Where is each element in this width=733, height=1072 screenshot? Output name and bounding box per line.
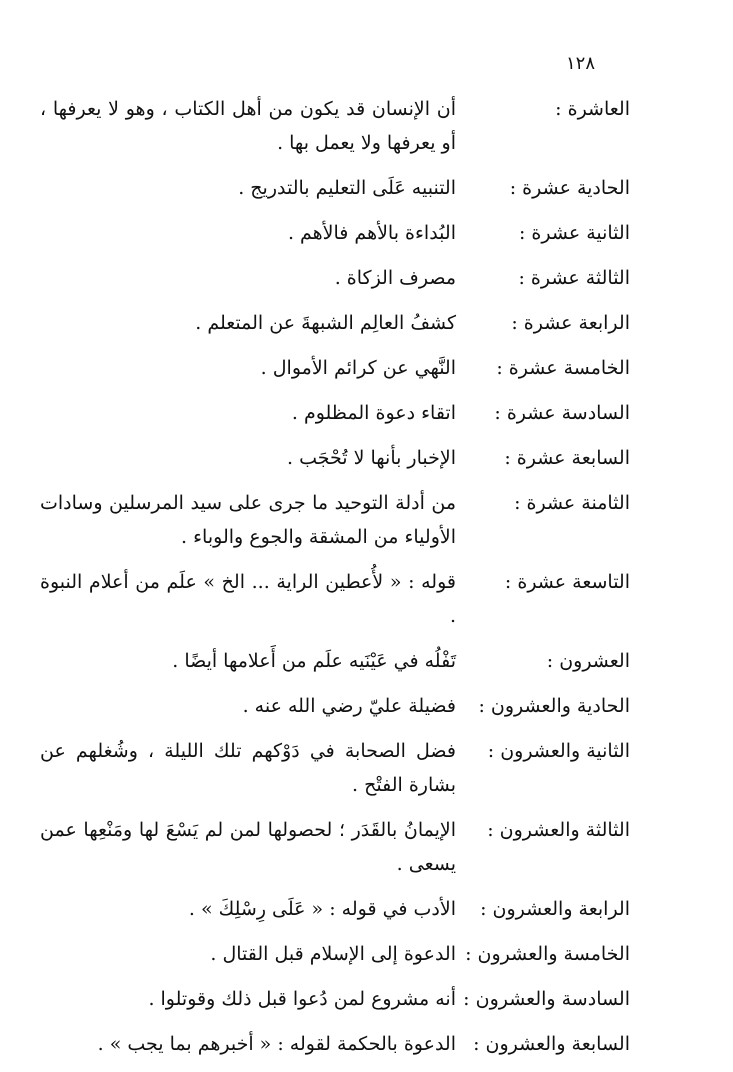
entry-text: اتقاء دعوة المظلوم . (291, 402, 456, 424)
list-item (40, 644, 630, 678)
entry-text: فضل الصحابة في دَوْكهم تلك الليلة ، وشُغلهم عن بشارة الفتْح . (40, 740, 456, 796)
page-number: ١٢٨ (565, 53, 595, 74)
list-item (40, 486, 630, 554)
list-item (40, 171, 630, 205)
list-item (40, 813, 630, 881)
entry-label: السادسة والعشرون : (463, 988, 630, 1010)
list-item (40, 1027, 630, 1061)
entry-label: الثالثة والعشرون : (487, 819, 630, 841)
list-item (40, 441, 630, 475)
entry-text: النَّهي عن كرائم الأموال . (260, 357, 456, 379)
entry-text: من أدلة التوحيد ما جرى على سيد المرسلين وسادات الأولياء من المشقة والجوع والوباء . (40, 492, 456, 548)
entry-label: العاشرة : (555, 98, 630, 120)
entry-text: الإخبار بأنها لا تُحْجَب . (287, 447, 456, 469)
list-item (40, 261, 630, 295)
entry-label: السابعة عشرة : (504, 447, 630, 469)
entry-text: فضيلة عليّ رضي الله عنه . (242, 695, 456, 717)
list-item (40, 982, 630, 1016)
entry-text: الأدب في قوله : « عَلَى رِسْلِكَ » . (188, 898, 456, 920)
entry-label: الثانية والعشرون : (487, 740, 630, 762)
entry-label: الثامنة عشرة : (514, 492, 630, 514)
list-item (40, 937, 630, 971)
entry-text: أنه مشروع لمن دُعوا قبل ذلك وقوتلوا . (148, 988, 456, 1010)
list-item (40, 734, 630, 802)
entry-text: مصرف الزكاة . (334, 267, 456, 289)
list-item (40, 689, 630, 723)
list-item (40, 351, 630, 385)
entry-text: التنبيه عَلَى التعليم بالتدريج . (238, 177, 456, 199)
entry-label: التاسعة عشرة : (504, 571, 630, 593)
entry-label: السابعة والعشرون : (473, 1033, 630, 1055)
entry-text: تَفْلُه في عَيْنَيه علَم من أَعلامها أيضًا . (172, 650, 456, 672)
entry-label: العشرون : (546, 650, 630, 672)
entry-label: الثانية عشرة : (518, 222, 630, 244)
entry-text: كشفُ العالِم الشبهةَ عن المتعلم . (195, 312, 456, 334)
entry-label: الحادية عشرة : (509, 177, 630, 199)
entry-text: الدعوة بالحكمة لقوله : « أخبرهم بما يجب » . (97, 1033, 456, 1055)
list-item (40, 92, 630, 160)
entry-label: السادسة عشرة : (494, 402, 630, 424)
list-item (40, 396, 630, 430)
list-item (40, 892, 630, 926)
entry-text: أن الإنسان قد يكون من أهل الكتاب ، وهو لا يعرفها ، أو يعرفها ولا يعمل بها . (40, 98, 456, 154)
entry-text: البُداءة بالأهم فالأهم . (287, 222, 456, 244)
entry-label: الرابعة والعشرون : (480, 898, 630, 920)
entry-text: قوله : « لأُعطين الراية ... الخ » علَم من أعلام النبوة . (40, 571, 456, 627)
list-item (40, 216, 630, 250)
entry-list (40, 92, 630, 1072)
entry-text: الإيمانُ بالقَدَر ؛ لحصولها لمن لم يَسْعَ لها ومَنْعِها عمن يسعى . (40, 819, 456, 875)
entry-label: الخامسة والعشرون : (465, 943, 630, 965)
list-item (40, 565, 630, 633)
entry-label: الرابعة عشرة : (511, 312, 630, 334)
list-item (40, 306, 630, 340)
entry-label: الحادية والعشرون : (478, 695, 630, 717)
entry-label: الخامسة عشرة : (496, 357, 630, 379)
entry-text: الدعوة إلى الإسلام قبل القتال . (210, 943, 456, 965)
entry-label: الثالثة عشرة : (518, 267, 630, 289)
